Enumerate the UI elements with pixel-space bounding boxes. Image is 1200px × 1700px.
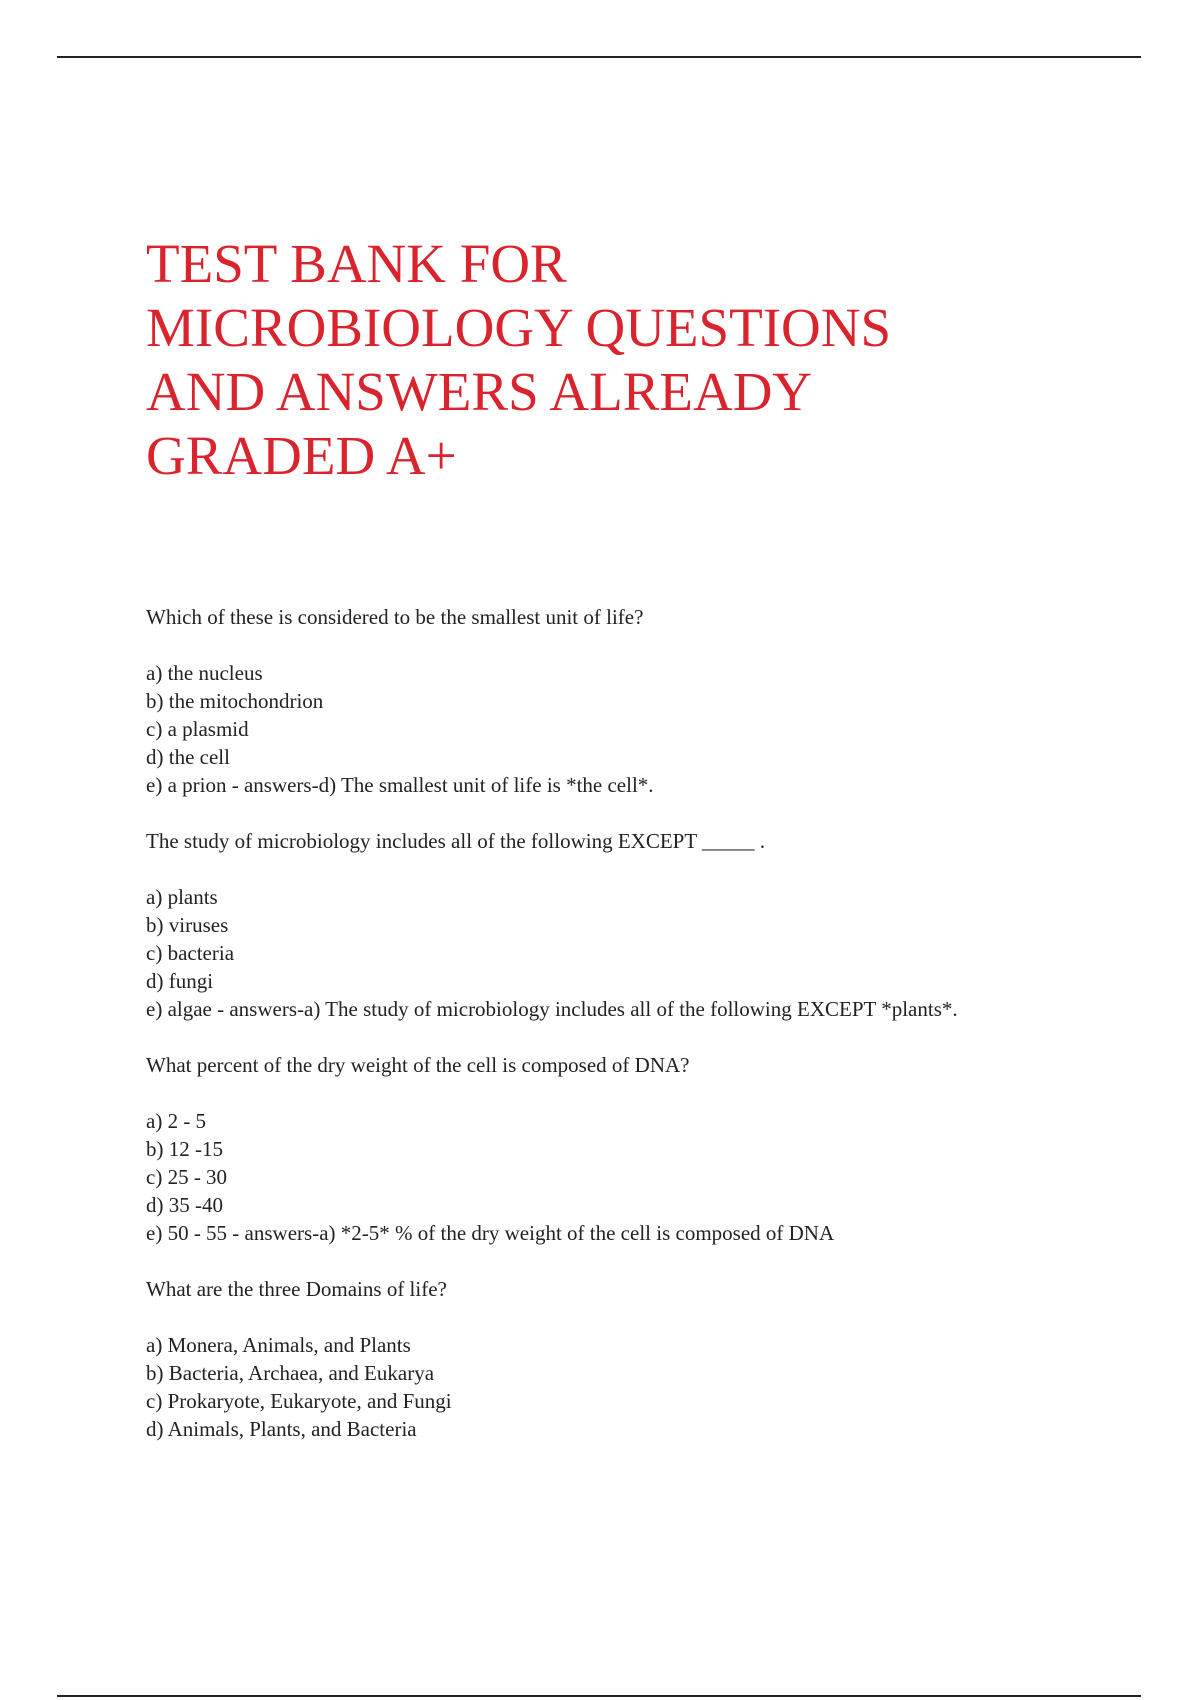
question-block bbox=[146, 603, 1146, 799]
question-block bbox=[146, 827, 1146, 1023]
answer-option: a) 2 - 5 bbox=[146, 1109, 207, 1133]
question-block bbox=[146, 1051, 1146, 1247]
answer-option: c) 25 - 30 bbox=[146, 1165, 228, 1189]
answer-option: a) plants bbox=[146, 885, 218, 909]
top-divider bbox=[57, 56, 1141, 58]
answer-option: c) a plasmid bbox=[146, 717, 249, 741]
answer-option: a) the nucleus bbox=[146, 661, 263, 685]
answer-option: e) a prion - answers-d) The smallest unit of life is *the cell*. bbox=[146, 773, 654, 797]
answer-option: d) fungi bbox=[146, 969, 214, 993]
answer-option: d) 35 -40 bbox=[146, 1193, 223, 1217]
answer-option: b) the mitochondrion bbox=[146, 689, 324, 713]
title-line: AND ANSWERS ALREADY bbox=[146, 361, 813, 422]
answer-option: b) Bacteria, Archaea, and Eukarya bbox=[146, 1361, 435, 1385]
title-line: GRADED A+ bbox=[146, 425, 457, 486]
answer-option: d) the cell bbox=[146, 745, 230, 769]
question-block bbox=[146, 1275, 1146, 1443]
answer-option: d) Animals, Plants, and Bacteria bbox=[146, 1417, 417, 1441]
answer-option: e) algae - answers-a) The study of microbiology includes all of the following EXCEPT *plants*. bbox=[146, 997, 958, 1021]
question-text: What percent of the dry weight of the cell is composed of DNA? bbox=[146, 1053, 690, 1077]
bottom-divider bbox=[57, 1695, 1141, 1697]
answer-option: b) 12 -15 bbox=[146, 1137, 223, 1161]
title-line: TEST BANK FOR bbox=[146, 233, 567, 294]
answer-option: a) Monera, Animals, and Plants bbox=[146, 1333, 411, 1357]
answer-option: c) Prokaryote, Eukaryote, and Fungi bbox=[146, 1389, 452, 1413]
answer-option: b) viruses bbox=[146, 913, 229, 937]
question-text: The study of microbiology includes all of the following EXCEPT _____ . bbox=[146, 829, 766, 853]
answer-option: c) bacteria bbox=[146, 941, 235, 965]
answer-option: e) 50 - 55 - answers-a) *2-5* % of the dry weight of the cell is composed of DNA bbox=[146, 1221, 835, 1245]
document-body bbox=[146, 603, 1146, 1471]
question-text: Which of these is considered to be the smallest unit of life? bbox=[146, 605, 644, 629]
document-title bbox=[146, 232, 1146, 488]
title-line: MICROBIOLOGY QUESTIONS bbox=[146, 297, 892, 358]
question-text: What are the three Domains of life? bbox=[146, 1277, 447, 1301]
